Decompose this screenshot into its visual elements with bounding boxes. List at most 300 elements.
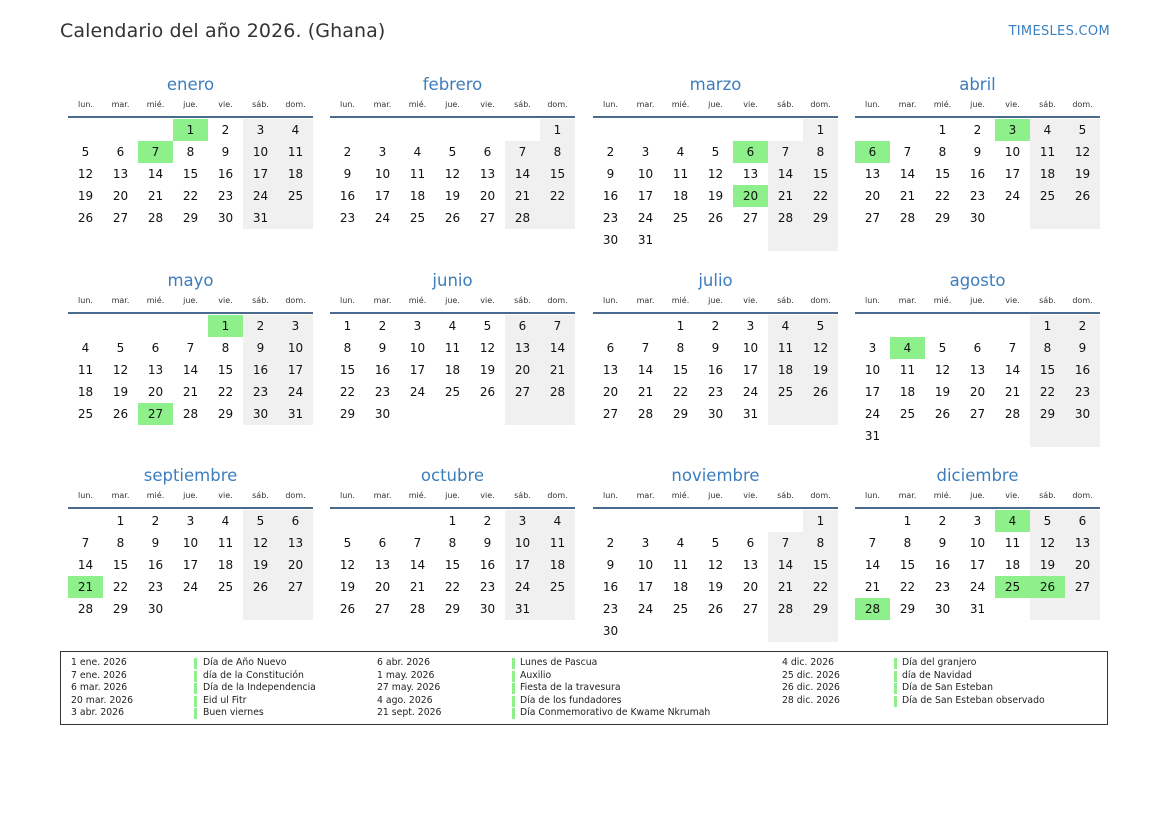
day-cell: 13	[742, 167, 759, 181]
header-rule	[593, 116, 838, 118]
day-cell: 23	[707, 385, 724, 399]
holiday-marker	[894, 671, 897, 682]
month-febrero	[330, 73, 575, 229]
weekday-header	[855, 487, 1100, 505]
day-cell: 21	[1004, 385, 1021, 399]
empty-cell	[1065, 207, 1100, 229]
weekday-label: lun.	[340, 100, 355, 109]
weekday-label: lun.	[865, 100, 880, 109]
day-cell: 24	[864, 407, 881, 421]
day-cell: 18	[409, 189, 426, 203]
day-cell: 24	[637, 211, 654, 225]
holiday-name: Día de la Independencia	[203, 682, 316, 694]
holiday-legend	[60, 651, 1108, 725]
day-cell: 6	[505, 315, 540, 337]
day-cell: 4	[448, 319, 457, 333]
day-cell: 14	[77, 558, 94, 572]
day-cell: 29	[803, 598, 838, 620]
day-cell: 15	[899, 558, 916, 572]
day-cell: 14	[637, 363, 654, 377]
weekday-label: mié.	[933, 491, 952, 500]
day-cell: 2	[378, 319, 387, 333]
month-name: abril	[959, 75, 996, 94]
day-cell: 3	[278, 315, 313, 337]
header-rule	[330, 312, 575, 314]
day-cell: 30	[479, 602, 496, 616]
day-cell: 2	[938, 514, 947, 528]
day-cell: 17	[505, 554, 540, 576]
day-cell: 10	[374, 167, 391, 181]
day-cell: 7	[186, 341, 195, 355]
day-cell: 17	[1004, 167, 1021, 181]
day-cell: 26	[77, 211, 94, 225]
holiday-day-cell: 4	[890, 337, 925, 359]
weekday-label: mar.	[373, 491, 392, 500]
weekday-label: dom.	[547, 491, 568, 500]
holiday-day-cell: 20	[733, 185, 768, 207]
holiday-date: 20 mar. 2026	[71, 694, 134, 706]
weekday-label: mié.	[146, 491, 165, 500]
day-cell: 18	[899, 385, 916, 399]
day-cell: 16	[602, 580, 619, 594]
day-cell: 17	[742, 363, 759, 377]
empty-cell	[628, 510, 663, 532]
empty-cell	[68, 119, 103, 141]
day-cell: 16	[217, 167, 234, 181]
empty-cell	[803, 620, 838, 642]
weekday-label: vie.	[480, 491, 495, 500]
day-cell: 21	[899, 189, 916, 203]
holiday-date: 26 dic. 2026	[782, 682, 840, 694]
weekday-label: dom.	[285, 491, 306, 500]
holiday-marker	[894, 696, 897, 707]
day-cell: 16	[479, 558, 496, 572]
day-cell: 17	[969, 558, 986, 572]
day-cell: 7	[903, 145, 912, 159]
day-cell: 28	[768, 598, 803, 620]
day-cell: 9	[711, 341, 720, 355]
day-cell: 31	[742, 407, 759, 421]
day-cell: 21	[409, 580, 426, 594]
day-cell: 30	[243, 403, 278, 425]
day-cell: 13	[742, 558, 759, 572]
day-cell: 5	[711, 536, 720, 550]
day-cell: 8	[903, 536, 912, 550]
day-cell: 5	[343, 536, 352, 550]
day-grid	[330, 119, 575, 229]
day-cell: 13	[147, 363, 164, 377]
weekday-label: vie.	[480, 296, 495, 305]
empty-cell	[330, 510, 365, 532]
day-cell: 22	[803, 185, 838, 207]
empty-cell	[768, 620, 803, 642]
day-cell: 23	[243, 381, 278, 403]
day-cell: 14	[864, 558, 881, 572]
empty-cell	[663, 510, 698, 532]
day-cell: 20	[864, 189, 881, 203]
month-name: diciembre	[936, 466, 1019, 485]
empty-cell	[925, 315, 960, 337]
day-cell: 5	[483, 319, 492, 333]
empty-cell	[593, 510, 628, 532]
day-cell: 23	[1065, 381, 1100, 403]
day-cell: 26	[803, 381, 838, 403]
empty-cell	[593, 119, 628, 141]
holiday-day-cell: 28	[855, 598, 890, 620]
day-cell: 29	[444, 602, 461, 616]
day-cell: 29	[112, 602, 129, 616]
weekday-header	[68, 487, 313, 505]
holiday-day-cell: 4	[995, 510, 1030, 532]
empty-cell	[540, 207, 575, 229]
weekday-label: sáb.	[252, 491, 269, 500]
day-cell: 10	[1004, 145, 1021, 159]
day-cell: 23	[147, 580, 164, 594]
day-cell: 16	[1065, 359, 1100, 381]
day-cell: 20	[969, 385, 986, 399]
day-cell: 19	[243, 554, 278, 576]
day-cell: 19	[112, 385, 129, 399]
day-cell: 5	[1030, 510, 1065, 532]
day-cell: 24	[969, 580, 986, 594]
day-cell: 16	[934, 558, 951, 572]
day-cell: 24	[742, 385, 759, 399]
empty-cell	[995, 425, 1030, 447]
weekday-label: mar.	[373, 100, 392, 109]
day-cell: 9	[243, 337, 278, 359]
month-name: agosto	[949, 271, 1006, 290]
weekday-label: jue.	[445, 491, 460, 500]
holiday-day-cell: 21	[68, 576, 103, 598]
day-cell: 9	[606, 558, 615, 572]
day-cell: 9	[343, 167, 352, 181]
day-cell: 22	[444, 580, 461, 594]
day-cell: 4	[221, 514, 230, 528]
day-cell: 4	[1030, 119, 1065, 141]
day-cell: 28	[637, 407, 654, 421]
holiday-name: Día de San Esteban observado	[902, 694, 1045, 706]
month-junio	[330, 269, 575, 425]
day-cell: 5	[81, 145, 90, 159]
day-cell: 21	[540, 359, 575, 381]
day-cell: 27	[864, 211, 881, 225]
day-cell: 15	[540, 163, 575, 185]
day-cell: 21	[768, 185, 803, 207]
weekday-label: jue.	[445, 100, 460, 109]
day-cell: 12	[707, 167, 724, 181]
day-cell: 18	[768, 359, 803, 381]
day-cell: 2	[151, 514, 160, 528]
day-cell: 20	[374, 580, 391, 594]
header-rule	[330, 116, 575, 118]
weekday-label: jue.	[970, 100, 985, 109]
day-cell: 1	[903, 514, 912, 528]
empty-cell	[540, 403, 575, 425]
day-cell: 17	[243, 163, 278, 185]
weekday-label: jue.	[445, 296, 460, 305]
day-cell: 28	[147, 211, 164, 225]
holiday-name: Auxilio	[520, 669, 552, 681]
day-cell: 10	[969, 536, 986, 550]
weekday-label: mar.	[373, 296, 392, 305]
day-cell: 13	[602, 363, 619, 377]
day-cell: 4	[278, 119, 313, 141]
day-cell: 23	[339, 211, 356, 225]
day-cell: 15	[112, 558, 129, 572]
day-cell: 25	[409, 211, 426, 225]
header-rule	[855, 507, 1100, 509]
weekday-header	[330, 292, 575, 310]
day-cell: 8	[676, 341, 685, 355]
day-cell: 30	[147, 602, 164, 616]
day-cell: 3	[973, 514, 982, 528]
day-cell: 25	[672, 211, 689, 225]
weekday-label: vie.	[1005, 100, 1020, 109]
empty-cell	[855, 315, 890, 337]
day-cell: 19	[1030, 554, 1065, 576]
day-cell: 24	[278, 381, 313, 403]
day-cell: 28	[505, 207, 540, 229]
holiday-date: 1 ene. 2026	[71, 657, 127, 668]
day-cell: 13	[1065, 532, 1100, 554]
day-cell: 9	[1065, 337, 1100, 359]
day-cell: 30	[969, 211, 986, 225]
empty-cell	[803, 403, 838, 425]
day-cell: 22	[934, 189, 951, 203]
day-cell: 21	[637, 385, 654, 399]
weekday-label: mar.	[111, 100, 130, 109]
day-cell: 18	[672, 189, 689, 203]
day-cell: 23	[969, 189, 986, 203]
day-cell: 11	[672, 167, 689, 181]
day-cell: 28	[77, 602, 94, 616]
weekday-label: mar.	[898, 100, 917, 109]
day-cell: 10	[637, 167, 654, 181]
day-cell: 17	[374, 189, 391, 203]
day-cell: 19	[707, 580, 724, 594]
day-cell: 19	[479, 363, 496, 377]
weekday-label: lun.	[865, 296, 880, 305]
empty-cell	[698, 119, 733, 141]
day-cell: 30	[217, 211, 234, 225]
day-cell: 26	[112, 407, 129, 421]
weekday-label: dom.	[1072, 296, 1093, 305]
day-cell: 6	[116, 145, 125, 159]
day-cell: 2	[606, 145, 615, 159]
month-name: octubre	[420, 466, 485, 485]
day-cell: 18	[444, 363, 461, 377]
month-abril	[855, 73, 1100, 229]
weekday-label: sáb.	[514, 100, 531, 109]
day-cell: 10	[243, 141, 278, 163]
weekday-label: mar.	[111, 491, 130, 500]
day-cell: 28	[768, 207, 803, 229]
site-link[interactable]: TIMESLES.COM	[1008, 24, 1110, 39]
holiday-name: Día del granjero	[902, 657, 977, 668]
weekday-header	[330, 96, 575, 114]
day-cell: 24	[182, 580, 199, 594]
day-cell: 22	[540, 185, 575, 207]
day-cell: 12	[803, 337, 838, 359]
day-cell: 27	[112, 211, 129, 225]
empty-cell	[890, 119, 925, 141]
holiday-date: 7 ene. 2026	[71, 669, 127, 681]
day-cell: 24	[409, 385, 426, 399]
day-cell: 26	[934, 407, 951, 421]
holiday-name: Día Conmemorativo de Kwame Nkrumah	[520, 707, 711, 719]
weekday-label: dom.	[547, 100, 568, 109]
day-cell: 13	[864, 167, 881, 181]
day-cell: 15	[444, 558, 461, 572]
header-rule	[593, 312, 838, 314]
header-rule	[593, 507, 838, 509]
weekday-label: dom.	[1072, 491, 1093, 500]
day-cell: 9	[483, 536, 492, 550]
weekday-label: sáb.	[777, 100, 794, 109]
month-name: marzo	[689, 75, 742, 94]
holiday-date: 6 mar. 2026	[71, 682, 128, 694]
weekday-header	[68, 96, 313, 114]
legend-entry	[61, 657, 1101, 670]
weekday-label: mié.	[146, 100, 165, 109]
day-cell: 13	[505, 337, 540, 359]
empty-cell	[733, 119, 768, 141]
empty-cell	[733, 620, 768, 642]
weekday-label: dom.	[810, 100, 831, 109]
month-name: febrero	[422, 75, 483, 94]
weekday-label: jue.	[183, 296, 198, 305]
empty-cell	[628, 620, 663, 642]
empty-cell	[505, 119, 540, 141]
month-enero	[68, 73, 313, 229]
legend-entry	[61, 670, 1101, 683]
day-cell: 27	[1065, 576, 1100, 598]
day-cell: 19	[77, 189, 94, 203]
holiday-day-cell: 25	[995, 576, 1030, 598]
empty-cell	[470, 119, 505, 141]
page-title: Calendario del año 2026. (Ghana)	[60, 20, 386, 42]
day-cell: 4	[81, 341, 90, 355]
day-cell: 21	[864, 580, 881, 594]
day-cell: 7	[505, 141, 540, 163]
day-cell: 19	[1065, 163, 1100, 185]
day-cell: 1	[803, 119, 838, 141]
empty-cell	[698, 620, 733, 642]
day-cell: 23	[217, 189, 234, 203]
day-cell: 1	[1030, 315, 1065, 337]
month-name: julio	[698, 271, 733, 290]
day-cell: 28	[540, 381, 575, 403]
day-cell: 2	[1065, 315, 1100, 337]
day-cell: 14	[409, 558, 426, 572]
weekday-label: mar.	[636, 491, 655, 500]
empty-cell	[68, 315, 103, 337]
day-cell: 7	[868, 536, 877, 550]
month-name: noviembre	[671, 466, 760, 485]
day-cell: 14	[147, 167, 164, 181]
month-diciembre	[855, 464, 1100, 620]
day-cell: 15	[217, 363, 234, 377]
day-cell: 18	[540, 554, 575, 576]
day-cell: 9	[378, 341, 387, 355]
day-cell: 23	[479, 580, 496, 594]
day-cell: 11	[278, 141, 313, 163]
header-rule	[855, 116, 1100, 118]
holiday-day-cell: 1	[173, 119, 208, 141]
weekday-label: mar.	[898, 296, 917, 305]
day-cell: 7	[413, 536, 422, 550]
day-cell: 9	[606, 167, 615, 181]
day-cell: 29	[1030, 403, 1065, 425]
holiday-name: día de Navidad	[902, 669, 972, 681]
weekday-label: lun.	[340, 491, 355, 500]
day-cell: 31	[278, 403, 313, 425]
weekday-label: vie.	[218, 296, 233, 305]
weekday-label: sáb.	[1039, 100, 1056, 109]
day-cell: 25	[672, 602, 689, 616]
weekday-label: vie.	[743, 491, 758, 500]
empty-cell	[803, 229, 838, 251]
day-cell: 22	[672, 385, 689, 399]
day-cell: 22	[112, 580, 129, 594]
day-cell: 5	[1065, 119, 1100, 141]
day-cell: 10	[505, 532, 540, 554]
holiday-date: 21 sept. 2026	[377, 707, 442, 719]
day-cell: 22	[217, 385, 234, 399]
day-cell: 15	[339, 363, 356, 377]
day-cell: 17	[409, 363, 426, 377]
day-cell: 10	[742, 341, 759, 355]
empty-cell	[435, 119, 470, 141]
holiday-name: Día de Año Nuevo	[203, 657, 287, 668]
weekday-label: lun.	[603, 491, 618, 500]
day-cell: 2	[483, 514, 492, 528]
day-cell: 2	[711, 319, 720, 333]
day-cell: 3	[413, 319, 422, 333]
holiday-day-cell: 3	[995, 119, 1030, 141]
weekday-label: sáb.	[514, 296, 531, 305]
weekday-header	[593, 487, 838, 505]
day-cell: 27	[742, 211, 759, 225]
day-cell: 25	[278, 185, 313, 207]
day-cell: 27	[374, 602, 391, 616]
month-name: mayo	[167, 271, 214, 290]
day-cell: 5	[803, 315, 838, 337]
day-cell: 14	[768, 163, 803, 185]
day-cell: 10	[409, 341, 426, 355]
weekday-header	[68, 292, 313, 310]
empty-cell	[103, 119, 138, 141]
day-cell: 25	[1030, 185, 1065, 207]
empty-cell	[1030, 207, 1065, 229]
day-grid	[855, 315, 1100, 447]
day-cell: 5	[711, 145, 720, 159]
day-cell: 1	[938, 123, 947, 137]
empty-cell	[400, 403, 435, 425]
day-cell: 8	[448, 536, 457, 550]
empty-cell	[1030, 425, 1065, 447]
empty-cell	[663, 119, 698, 141]
day-cell: 17	[637, 580, 654, 594]
day-cell: 16	[969, 167, 986, 181]
empty-cell	[278, 598, 313, 620]
day-grid	[593, 315, 838, 425]
weekday-label: mié.	[671, 100, 690, 109]
day-cell: 7	[540, 315, 575, 337]
holiday-name: Eid ul Fitr	[203, 694, 247, 706]
day-cell: 3	[243, 119, 278, 141]
weekday-label: dom.	[810, 296, 831, 305]
